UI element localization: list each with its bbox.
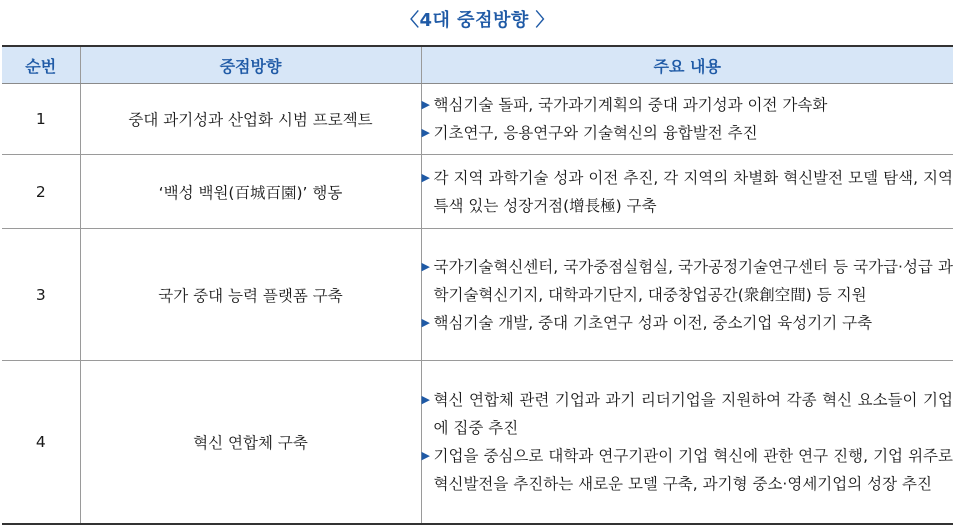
bullet-text: 각 지역 과학기술 성과 이전 추진, 각 지역의 차별화 혁신발전 모델 탐색, 지역 특색 있는 성장거점(增長極) 구축 [433, 168, 953, 215]
bullet-text: 혁신 연합체 관련 기업과 과기 리더기업을 지원하여 각종 혁신 요소들이 기업에 집중 추진 [433, 390, 953, 437]
list-item [422, 164, 954, 220]
list-item [422, 91, 954, 119]
list-item [422, 253, 954, 309]
row-direction: 혁신 연합체 구축 [80, 361, 421, 524]
triangle-bullet-icon: ▶ [421, 315, 430, 329]
list-item [422, 386, 954, 442]
triangle-bullet-icon: ▶ [421, 392, 430, 406]
row-direction: ‘백성 백원(百城百園)’ 행동 [80, 155, 421, 229]
triangle-bullet-icon: ▶ [421, 170, 430, 184]
bullet-text: 핵심기술 개발, 중대 기초연구 성과 이전, 중소기업 육성기기 구축 [433, 313, 873, 332]
row-content [421, 155, 953, 229]
table-row [2, 361, 953, 524]
table-title: 〈4대 중점방향 〉 [401, 10, 554, 31]
row-direction: 국가 중대 능력 플랫폼 구축 [80, 229, 421, 361]
list-item [422, 119, 954, 147]
bullet-text: 기업을 중심으로 대학과 연구기관이 기업 혁신에 관한 연구 진행, 기업 위주로 혁신발전을 추진하는 새로운 모델 구축, 과기형 중소·영세기업의 성장 추진 [433, 446, 953, 493]
bullet-text: 기초연구, 응용연구와 기술혁신의 융합발전 추진 [433, 124, 758, 142]
header-row [2, 46, 953, 84]
row-num: 1 [2, 84, 80, 155]
triangle-bullet-icon: ▶ [421, 98, 430, 111]
bullet-text: 국가기술혁신센터, 국가중점실험실, 국가공정기술연구센터 등 국가급·성급 과학기술혁신기지, 대학과기단지, 대중창업공간(衆創空間) 등 지원 [433, 257, 953, 304]
header-direction: 중점방향 [80, 46, 421, 84]
row-direction: 중대 과기성과 산업화 시범 프로젝트 [80, 84, 421, 155]
list-item [422, 309, 954, 337]
list-item [422, 442, 954, 498]
row-content [421, 229, 953, 361]
triangle-bullet-icon: ▶ [421, 448, 430, 462]
header-num: 순번 [2, 46, 80, 84]
bullet-text: 핵심기술 돌파, 국가과기계획의 중대 과기성과 이전 가속화 [433, 96, 828, 114]
row-num: 3 [2, 229, 80, 361]
row-num: 2 [2, 155, 80, 229]
table-row [2, 155, 953, 229]
triangle-bullet-icon: ▶ [421, 259, 430, 273]
table-row [2, 229, 953, 361]
row-content [421, 361, 953, 524]
header-content: 주요 내용 [421, 46, 953, 84]
triangle-bullet-icon: ▶ [421, 126, 430, 139]
directions-table [2, 45, 953, 525]
row-num: 4 [2, 361, 80, 524]
row-content [421, 84, 953, 155]
table-row [2, 84, 953, 155]
